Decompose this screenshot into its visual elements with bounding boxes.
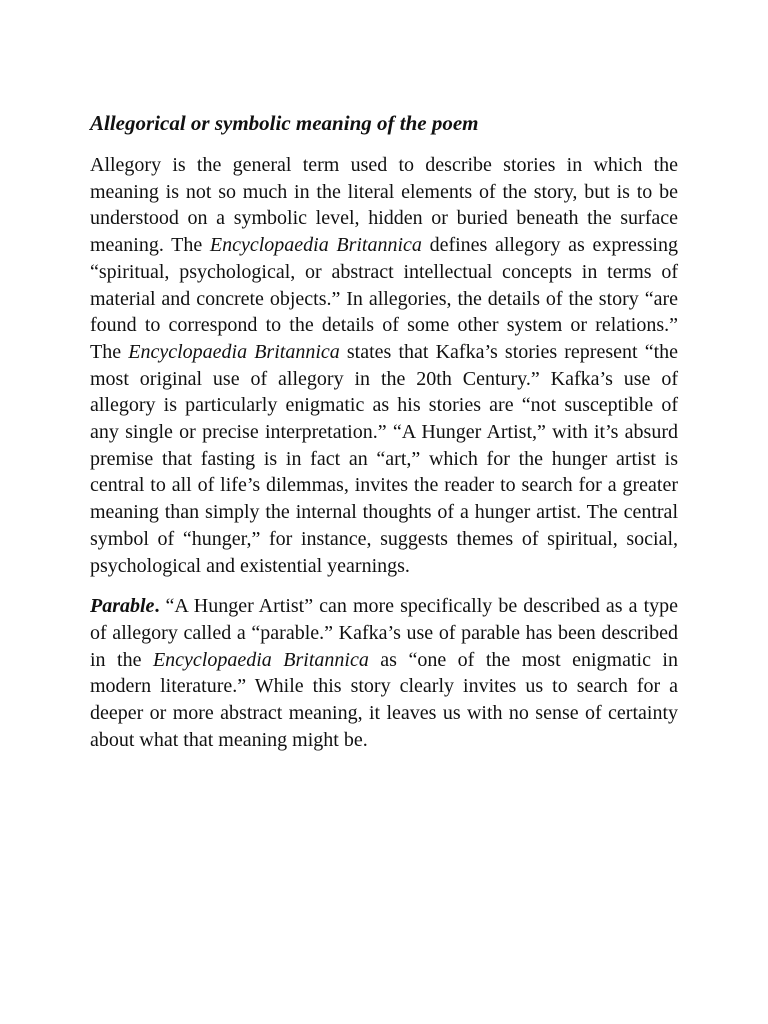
section-heading: Allegorical or symbolic meaning of the poem	[90, 111, 479, 135]
encyclopaedia-title: Encyclopaedia Britannica	[152, 648, 369, 671]
parable-lead-term: Parable	[90, 595, 155, 618]
paragraph-text: states that Kafka’s stories represent “the most original use of allegory in the 20th Century.” Kafka’s use of allegory is particularly enigmatic as his stories are “not susceptible of any single or precise interpretation.” “A Hunger Artist,” with it’s absurd premise that fasting is in fact an “art,” which for the hunger artist is central to all of life’s dilemmas, invites the reader to search for a greater meaning than simply the internal thoughts of a hunger artist. The central symbol of “hunger,” for instance, suggests themes of spiritual, social, psychological and existential yearnings.	[90, 340, 679, 577]
parable-lead-punct: .	[154, 595, 160, 618]
encyclopaedia-title: Encyclopaedia Britannica	[209, 234, 422, 257]
paragraph-parable	[90, 593, 678, 753]
paragraph-text: Allegory is the general term used to describe stories in which the meaning is not so much in the literal elements of the story, but is to be understood on a symbolic level, hidden or buried beneath the surface meaning. The	[90, 154, 678, 257]
paragraph-text: defines allegory as expressing “spiritual, psychological, or abstract intellectual concepts in terms of material and concrete objects.” In allegories, the details of the story “are found to correspond to the details of some other system or relations.” The	[90, 234, 678, 363]
encyclopaedia-title: Encyclopaedia Britannica	[128, 340, 340, 363]
paragraph-text: “A Hunger Artist” can more specifically be described as a type of allegory called a “parable.” Kafka’s use of parable has been described in the	[90, 595, 678, 671]
paragraph-allegory	[90, 152, 678, 579]
paragraph-text: as “one of the most enigmatic in modern literature.” While this story clearly invites us to search for a deeper or more abstract meaning, it leaves us with no sense of certainty about what that meaning might be.	[90, 648, 678, 751]
document-page	[90, 108, 678, 767]
